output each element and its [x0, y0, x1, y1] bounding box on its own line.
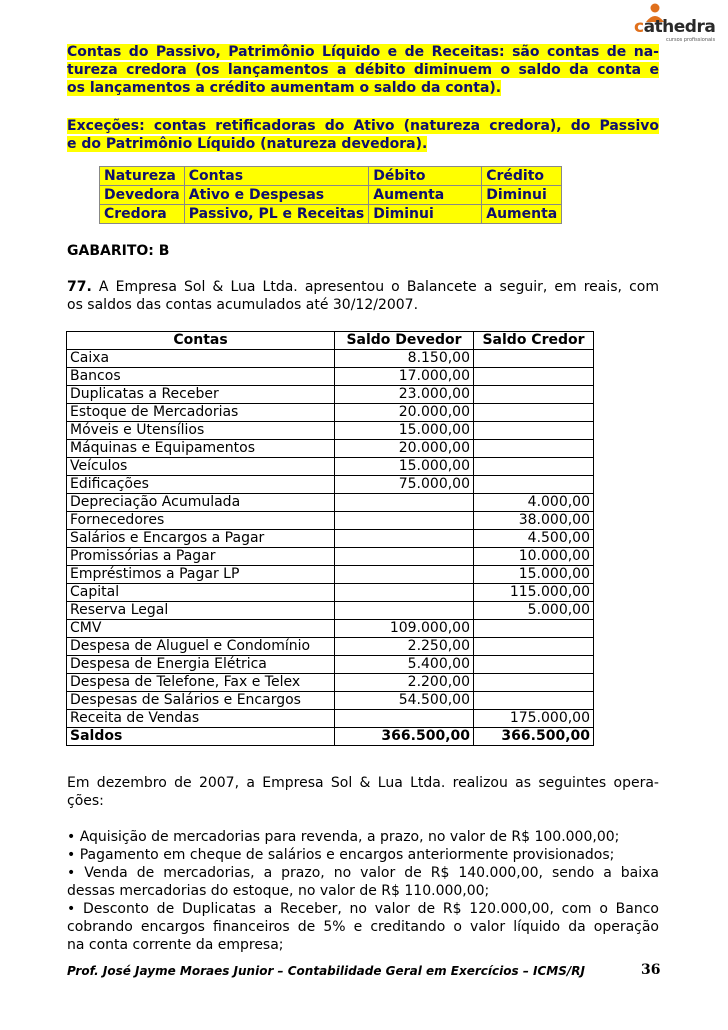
debit-balance-cell: 75.000,00 [335, 476, 474, 494]
debit-balance-cell: 20.000,00 [335, 440, 474, 458]
table-row [67, 692, 594, 710]
table-cell: Aumenta [369, 186, 482, 205]
operation-bullet-line: • Pagamento em cheque de salários e encargos anteriormente provisionados; [67, 847, 615, 863]
debit-balance-cell: 20.000,00 [335, 404, 474, 422]
debit-balance-cell: 54.500,00 [335, 692, 474, 710]
totals-row [67, 728, 594, 746]
debit-balance-cell: 15.000,00 [335, 422, 474, 440]
question-77 [67, 278, 659, 314]
operation-bullet-line: dessas mercadorias do estoque, no valor de R$ 110.000,00; [67, 883, 490, 899]
intro-paragraph-1 [67, 43, 659, 97]
table-cell: Aumenta [482, 205, 562, 224]
operation-bullet-line: • Desconto de Duplicatas a Receber, no valor de R$ 120.000,00, com o Banco [67, 901, 659, 917]
table-row [67, 710, 594, 728]
credit-balance-cell: 175.000,00 [474, 710, 594, 728]
table-row [67, 368, 594, 386]
operation-bullet-line: • Venda de mercadorias, a prazo, no valor de R$ 140.000,00, sendo a baixa [67, 865, 659, 881]
credit-balance-cell [474, 422, 594, 440]
account-name-cell: Reserva Legal [67, 602, 335, 620]
table-row [67, 386, 594, 404]
intro-line: Contas do Passivo, Patrimônio Líquido e de Receitas: são contas de na- [67, 44, 659, 60]
account-name-cell: Promissórias a Pagar [67, 548, 335, 566]
column-header-contas: Contas [67, 332, 335, 350]
table-row [67, 440, 594, 458]
account-nature-table [99, 166, 562, 224]
account-name-cell: Salários e Encargos a Pagar [67, 530, 335, 548]
debit-balance-cell: 5.400,00 [335, 656, 474, 674]
intro-line: tureza credora (os lançamentos a débito diminuem o saldo da conta e [67, 62, 659, 78]
operations-intro-line: Em dezembro de 2007, a Empresa Sol & Lua Ltda. realizou as seguintes opera- [67, 775, 659, 791]
account-name-cell: Despesa de Energia Elétrica [67, 656, 335, 674]
credit-balance-cell: 115.000,00 [474, 584, 594, 602]
account-name-cell: Caixa [67, 350, 335, 368]
table-row [100, 205, 562, 224]
credit-balance-cell: 4.000,00 [474, 494, 594, 512]
column-header-saldo-credor: Saldo Credor [474, 332, 594, 350]
account-name-cell: Capital [67, 584, 335, 602]
table-header-row [67, 332, 594, 350]
account-name-cell: Depreciação Acumulada [67, 494, 335, 512]
account-name-cell: Fornecedores [67, 512, 335, 530]
table-cell: Ativo e Despesas [184, 186, 369, 205]
debit-balance-cell [335, 530, 474, 548]
table-row [67, 458, 594, 476]
logo-wordmark: cathedra [634, 17, 716, 37]
table-row [67, 674, 594, 692]
account-name-cell: Veículos [67, 458, 335, 476]
debit-balance-cell [335, 548, 474, 566]
account-name-cell: Duplicatas a Receber [67, 386, 335, 404]
credit-balance-cell: 10.000,00 [474, 548, 594, 566]
table-row [67, 512, 594, 530]
debit-balance-cell [335, 710, 474, 728]
credit-balance-cell: 38.000,00 [474, 512, 594, 530]
table-row [67, 602, 594, 620]
table-row [67, 530, 594, 548]
credit-balance-cell [474, 458, 594, 476]
credit-balance-cell [474, 620, 594, 638]
account-name-cell: Móveis e Utensílios [67, 422, 335, 440]
table-row [67, 656, 594, 674]
credit-balance-cell [474, 638, 594, 656]
account-name-cell: CMV [67, 620, 335, 638]
table-header-cell: Contas [184, 167, 369, 186]
account-name-cell: Receita de Vendas [67, 710, 335, 728]
table-cell: Diminui [369, 205, 482, 224]
table-cell: Devedora [100, 186, 185, 205]
table-cell: Passivo, PL e Receitas [184, 205, 369, 224]
credit-balance-cell: 4.500,00 [474, 530, 594, 548]
debit-balance-cell [335, 602, 474, 620]
table-row [67, 476, 594, 494]
table-cell: Credora [100, 205, 185, 224]
operations-intro-line: ções: [67, 793, 104, 809]
account-name-cell: Despesa de Telefone, Fax e Telex [67, 674, 335, 692]
trial-balance-table [66, 331, 594, 746]
table-row [67, 494, 594, 512]
logo-tagline: cursos profissionais [666, 37, 716, 43]
intro-line: os lançamentos a crédito aumentam o saldo da conta). [67, 80, 502, 96]
table-cell: Diminui [482, 186, 562, 205]
credit-balance-cell [474, 440, 594, 458]
credit-balance-cell [474, 674, 594, 692]
question-text: A Empresa Sol & Lua Ltda. apresentou o Balancete a seguir, em reais, com [98, 279, 660, 295]
table-header-cell: Débito [369, 167, 482, 186]
table-row [100, 186, 562, 205]
credit-balance-cell [474, 350, 594, 368]
table-row [67, 404, 594, 422]
operations-list [67, 828, 659, 954]
debit-balance-cell [335, 494, 474, 512]
table-row [67, 620, 594, 638]
table-row [67, 566, 594, 584]
account-name-cell: Despesa de Aluguel e Condomínio [67, 638, 335, 656]
page-number: 36 [641, 962, 661, 978]
column-header-saldo-devedor: Saldo Devedor [335, 332, 474, 350]
table-row [67, 350, 594, 368]
page-footer: Prof. José Jayme Moraes Junior – Contabilidade Geral em Exercícios – ICMS/RJ [67, 964, 585, 978]
debit-balance-cell: 17.000,00 [335, 368, 474, 386]
credit-balance-cell [474, 476, 594, 494]
credit-balance-cell: 15.000,00 [474, 566, 594, 584]
totals-value-cell: 366.500,00 [474, 728, 594, 746]
answer-key: GABARITO: B [67, 243, 170, 259]
table-row [67, 548, 594, 566]
debit-balance-cell [335, 566, 474, 584]
account-name-cell: Máquinas e Equipamentos [67, 440, 335, 458]
credit-balance-cell [474, 386, 594, 404]
table-row [67, 422, 594, 440]
account-name-cell: Despesas de Salários e Encargos [67, 692, 335, 710]
debit-balance-cell: 109.000,00 [335, 620, 474, 638]
operation-bullet-line: cobrando encargos financeiros de 5% e creditando o valor líquido da operação [67, 919, 659, 935]
table-row [67, 638, 594, 656]
debit-balance-cell [335, 584, 474, 602]
account-name-cell: Empréstimos a Pagar LP [67, 566, 335, 584]
account-name-cell: Bancos [67, 368, 335, 386]
credit-balance-cell: 5.000,00 [474, 602, 594, 620]
operation-bullet-line: na conta corrente da empresa; [67, 937, 284, 953]
operations-section [67, 774, 659, 954]
intro-paragraph-2 [67, 117, 659, 153]
debit-balance-cell: 23.000,00 [335, 386, 474, 404]
account-name-cell: Edificações [67, 476, 335, 494]
credit-balance-cell [474, 404, 594, 422]
question-text: os saldos das contas acumulados até 30/12/2007. [67, 297, 419, 313]
credit-balance-cell [474, 692, 594, 710]
debit-balance-cell [335, 512, 474, 530]
intro-line: Exceções: contas retificadoras do Ativo (natureza credora), do Passivo [67, 118, 659, 134]
table-header-cell: Natureza [100, 167, 185, 186]
debit-balance-cell: 2.250,00 [335, 638, 474, 656]
cathedra-logo [628, 2, 720, 42]
trial-balance-body [67, 350, 594, 746]
question-number: 77. [67, 279, 92, 295]
account-name-cell: Estoque de Mercadorias [67, 404, 335, 422]
table-row [67, 584, 594, 602]
credit-balance-cell [474, 656, 594, 674]
debit-balance-cell: 8.150,00 [335, 350, 474, 368]
credit-balance-cell [474, 368, 594, 386]
debit-balance-cell: 15.000,00 [335, 458, 474, 476]
intro-line: e do Patrimônio Líquido (natureza devedora). [67, 136, 428, 152]
totals-value-cell: 366.500,00 [335, 728, 474, 746]
table-row [100, 167, 562, 186]
debit-balance-cell: 2.200,00 [335, 674, 474, 692]
totals-label-cell: Saldos [67, 728, 335, 746]
table-header-cell: Crédito [482, 167, 562, 186]
operation-bullet-line: • Aquisição de mercadorias para revenda, a prazo, no valor de R$ 100.000,00; [67, 829, 620, 845]
